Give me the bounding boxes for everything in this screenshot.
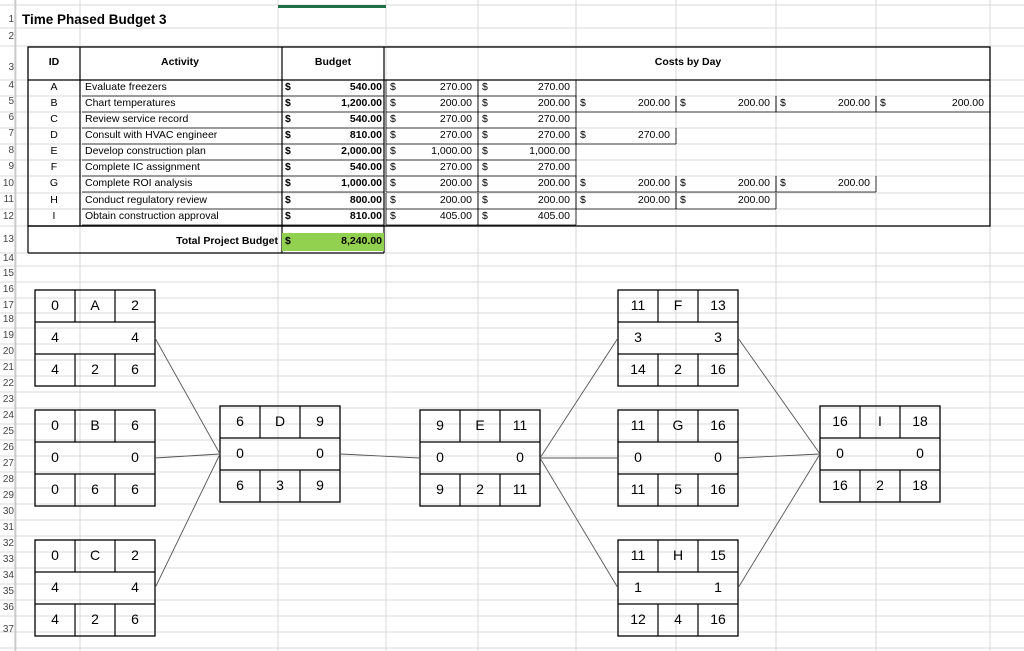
sheet-title[interactable]: Time Phased Budget 3 [22, 12, 167, 27]
row-number[interactable]: 11 [3, 194, 14, 205]
cell-day-currency: $ [580, 97, 586, 109]
node-early-finish: 9 [316, 413, 324, 429]
cell-day-cost[interactable]: 200.00 [737, 97, 770, 109]
row-number[interactable]: 19 [2, 330, 14, 341]
cell-day-cost[interactable]: 200.00 [439, 97, 472, 109]
cell-day-cost[interactable]: 200.00 [737, 194, 770, 206]
row-number[interactable]: 34 [2, 570, 14, 581]
header-id[interactable]: ID [48, 56, 60, 68]
cell-budget-currency: $ [285, 161, 291, 173]
cell-id[interactable]: G [49, 177, 59, 189]
node-late-finish: 6 [131, 361, 139, 377]
cell-activity[interactable]: Develop construction plan [85, 145, 206, 157]
cell-day-cost[interactable]: 270.00 [537, 129, 570, 141]
cell-day-currency: $ [680, 177, 686, 189]
total-currency: $ [285, 235, 291, 247]
cell-day-currency: $ [390, 161, 396, 173]
row-number[interactable]: 22 [2, 378, 14, 389]
node-activity-id: B [90, 417, 100, 433]
connector-a-d [155, 338, 220, 454]
cell-day-cost[interactable]: 200.00 [637, 97, 670, 109]
header-budget[interactable]: Budget [314, 56, 352, 68]
node-slack-left: 0 [634, 449, 642, 465]
cell-activity[interactable]: Complete ROI analysis [85, 177, 193, 189]
node-slack-right: 3 [714, 329, 722, 345]
node-early-finish: 11 [512, 417, 528, 433]
row-number[interactable]: 13 [2, 234, 14, 245]
row-number[interactable]: 9 [8, 161, 14, 172]
node-slack-right: 4 [131, 329, 139, 345]
row-number[interactable]: 23 [2, 394, 14, 405]
header-costs-by-day[interactable]: Costs by Day [654, 56, 722, 68]
node-late-finish: 18 [912, 477, 928, 493]
row-number[interactable]: 36 [2, 602, 14, 613]
node-activity-id: F [673, 297, 683, 313]
cell-budget[interactable]: 1,200.00 [341, 97, 382, 109]
node-duration: 2 [876, 477, 884, 493]
node-activity-id: C [89, 547, 101, 563]
node-early-start: 0 [51, 297, 59, 313]
node-early-finish: 6 [131, 417, 139, 433]
cell-day-cost[interactable]: 270.00 [637, 129, 670, 141]
cell-day-currency: $ [880, 97, 886, 109]
cell-day-currency: $ [780, 177, 786, 189]
node-slack-right: 1 [714, 579, 722, 595]
cell-day-cost[interactable]: 270.00 [537, 81, 570, 93]
cell-activity[interactable]: Conduct regulatory review [85, 194, 207, 206]
cell-day-cost[interactable]: 270.00 [439, 81, 472, 93]
row-number[interactable]: 32 [2, 538, 14, 549]
cell-day-cost[interactable]: 270.00 [537, 113, 570, 125]
node-late-start: 9 [436, 481, 444, 497]
node-late-start: 12 [630, 611, 646, 627]
node-late-start: 6 [236, 477, 244, 493]
node-late-start: 11 [630, 481, 646, 497]
node-slack-right: 0 [916, 445, 924, 461]
cell-day-cost[interactable]: 270.00 [439, 113, 472, 125]
cell-budget-currency: $ [285, 177, 291, 189]
cell-activity[interactable]: Complete IC assignment [85, 161, 200, 173]
cell-id[interactable]: D [50, 129, 58, 141]
cell-day-currency: $ [482, 97, 488, 109]
cell-day-currency: $ [482, 161, 488, 173]
cell-day-cost[interactable]: 200.00 [537, 194, 570, 206]
node-late-start: 0 [51, 481, 59, 497]
node-early-finish: 2 [131, 547, 139, 563]
cell-budget-currency: $ [285, 81, 291, 93]
node-late-finish: 16 [710, 361, 726, 377]
cell-day-cost[interactable]: 405.00 [537, 210, 570, 222]
node-early-finish: 15 [710, 547, 726, 563]
row-number[interactable]: 21 [2, 362, 14, 373]
row-number[interactable]: 14 [2, 253, 14, 264]
cell-budget-currency: $ [285, 194, 291, 206]
node-early-start: 11 [630, 547, 646, 563]
cell-day-cost[interactable]: 200.00 [837, 177, 870, 189]
cell-budget[interactable]: 800.00 [349, 194, 382, 206]
cell-day-currency: $ [580, 129, 586, 141]
cell-budget-currency: $ [285, 129, 291, 141]
row-number[interactable]: 24 [2, 410, 14, 421]
node-early-finish: 13 [710, 297, 726, 313]
node-slack-right: 4 [131, 579, 139, 595]
node-slack-right: 0 [714, 449, 722, 465]
cell-day-currency: $ [482, 145, 488, 157]
row-number[interactable]: 8 [8, 145, 14, 156]
cell-budget-currency: $ [285, 97, 291, 109]
node-slack-left: 4 [51, 329, 59, 345]
cell-day-currency: $ [390, 129, 396, 141]
node-early-start: 0 [51, 547, 59, 563]
cell-budget[interactable]: 810.00 [349, 129, 382, 141]
node-early-finish: 16 [710, 417, 726, 433]
row-number[interactable]: 16 [2, 284, 14, 295]
cell-id[interactable]: F [50, 161, 58, 173]
node-slack-left: 4 [51, 579, 59, 595]
row-number[interactable]: 1 [8, 14, 14, 25]
cell-day-cost[interactable]: 1,000.00 [529, 145, 570, 157]
cell-day-currency: $ [390, 145, 396, 157]
node-late-start: 4 [51, 611, 59, 627]
header-activity[interactable]: Activity [161, 56, 199, 68]
cell-day-currency: $ [680, 194, 686, 206]
node-slack-right: 0 [516, 449, 524, 465]
node-slack-left: 1 [634, 579, 642, 595]
row-number[interactable]: 25 [2, 426, 14, 437]
node-duration: 2 [674, 361, 682, 377]
node-activity-id: A [90, 297, 100, 313]
cell-day-currency: $ [390, 210, 396, 222]
node-late-start: 14 [630, 361, 646, 377]
node-early-start: 16 [832, 413, 848, 429]
row-number[interactable]: 28 [2, 474, 14, 485]
node-duration: 5 [674, 481, 682, 497]
cell-day-cost[interactable]: 270.00 [439, 161, 472, 173]
row-number[interactable]: 15 [2, 268, 14, 279]
cell-day-cost[interactable]: 270.00 [439, 129, 472, 141]
node-activity-id: I [878, 413, 882, 429]
cell-budget[interactable]: 540.00 [349, 81, 382, 93]
row-number[interactable]: 30 [2, 506, 14, 517]
cell-day-cost[interactable]: 200.00 [439, 177, 472, 189]
row-number[interactable]: 6 [8, 112, 14, 123]
cell-id[interactable]: B [50, 97, 58, 109]
cell-id[interactable]: E [50, 145, 58, 157]
cell-budget[interactable]: 1,000.00 [341, 177, 382, 189]
cell-day-cost[interactable]: 200.00 [637, 194, 670, 206]
row-number[interactable]: 26 [2, 442, 14, 453]
cell-day-cost[interactable]: 200.00 [537, 97, 570, 109]
node-slack-left: 0 [436, 449, 444, 465]
cell-day-cost[interactable]: 200.00 [837, 97, 870, 109]
node-slack-left: 3 [634, 329, 642, 345]
node-slack-right: 0 [131, 449, 139, 465]
cell-day-cost[interactable]: 200.00 [951, 97, 984, 109]
cell-id[interactable]: A [50, 81, 58, 93]
cell-day-cost[interactable]: 200.00 [637, 177, 670, 189]
row-number[interactable]: 2 [8, 31, 14, 42]
selected-column-indicator [278, 5, 386, 8]
node-late-start: 16 [832, 477, 848, 493]
cell-activity[interactable]: Review service record [85, 113, 189, 125]
node-duration: 3 [276, 477, 284, 493]
node-early-start: 11 [630, 417, 646, 433]
row-number[interactable]: 7 [8, 128, 14, 139]
cell-day-currency: $ [482, 113, 488, 125]
cell-day-currency: $ [780, 97, 786, 109]
node-duration: 2 [476, 481, 484, 497]
cell-day-currency: $ [482, 177, 488, 189]
node-slack-right: 0 [316, 445, 324, 461]
row-number[interactable]: 18 [2, 314, 14, 325]
node-slack-left: 0 [51, 449, 59, 465]
node-early-start: 6 [236, 413, 244, 429]
total-value[interactable]: 8,240.00 [341, 235, 382, 247]
row-number[interactable]: 29 [2, 490, 14, 501]
node-early-start: 9 [436, 417, 444, 433]
cell-id[interactable]: I [52, 210, 56, 222]
cell-day-currency: $ [580, 194, 586, 206]
cell-budget[interactable]: 810.00 [349, 210, 382, 222]
row-number[interactable]: 5 [8, 96, 14, 107]
cell-day-cost[interactable]: 200.00 [737, 177, 770, 189]
cell-budget[interactable]: 540.00 [349, 113, 382, 125]
node-late-finish: 6 [131, 481, 139, 497]
cell-budget-currency: $ [285, 145, 291, 157]
cell-id[interactable]: C [50, 113, 58, 125]
cell-day-currency: $ [580, 177, 586, 189]
cell-day-cost[interactable]: 200.00 [439, 194, 472, 206]
cell-day-currency: $ [390, 81, 396, 93]
node-activity-id: E [475, 417, 485, 433]
node-slack-left: 0 [236, 445, 244, 461]
row-number[interactable]: 33 [2, 554, 14, 565]
cell-budget[interactable]: 2,000.00 [341, 145, 382, 157]
node-activity-id: D [274, 413, 286, 429]
node-late-finish: 11 [512, 481, 528, 497]
node-late-finish: 16 [710, 481, 726, 497]
cell-day-cost[interactable]: 1,000.00 [431, 145, 472, 157]
cell-budget-currency: $ [285, 210, 291, 222]
node-duration: 6 [91, 481, 99, 497]
cell-day-currency: $ [482, 81, 488, 93]
node-late-finish: 9 [316, 477, 324, 493]
node-early-finish: 18 [912, 413, 928, 429]
cell-day-cost[interactable]: 200.00 [537, 177, 570, 189]
total-label[interactable]: Total Project Budget [176, 235, 278, 247]
node-late-start: 4 [51, 361, 59, 377]
node-duration: 2 [91, 361, 99, 377]
cell-activity[interactable]: Consult with HVAC engineer [85, 129, 218, 141]
row-number[interactable]: 10 [2, 178, 14, 189]
row-number[interactable]: 35 [2, 586, 14, 597]
cell-activity[interactable]: Obtain construction approval [85, 210, 219, 222]
node-activity-id: G [672, 417, 684, 433]
row-number[interactable]: 3 [8, 62, 14, 73]
node-early-start: 0 [51, 417, 59, 433]
cell-day-currency: $ [482, 210, 488, 222]
node-late-finish: 16 [710, 611, 726, 627]
row-number[interactable]: 20 [2, 346, 14, 357]
cell-day-cost[interactable]: 270.00 [537, 161, 570, 173]
row-number[interactable]: 37 [2, 624, 14, 635]
connector-f-i [738, 338, 820, 454]
row-number[interactable]: 31 [2, 522, 14, 533]
node-early-start: 11 [630, 297, 646, 313]
cell-budget-currency: $ [285, 113, 291, 125]
node-duration: 4 [674, 611, 682, 627]
node-duration: 2 [91, 611, 99, 627]
row-number[interactable]: 27 [2, 458, 14, 469]
cell-day-currency: $ [482, 194, 488, 206]
cell-day-currency: $ [390, 97, 396, 109]
cell-day-currency: $ [680, 97, 686, 109]
cell-day-currency: $ [390, 113, 396, 125]
row-number[interactable]: 17 [2, 300, 14, 311]
node-late-finish: 6 [131, 611, 139, 627]
cell-budget[interactable]: 540.00 [349, 161, 382, 173]
node-slack-left: 0 [836, 445, 844, 461]
node-early-finish: 2 [131, 297, 139, 313]
row-number[interactable]: 4 [8, 80, 14, 91]
cell-day-currency: $ [390, 194, 396, 206]
cell-day-currency: $ [390, 177, 396, 189]
node-activity-id: H [672, 547, 684, 563]
cell-activity[interactable]: Chart temperatures [85, 97, 176, 109]
row-number[interactable]: 12 [2, 211, 14, 222]
cell-activity[interactable]: Evaluate freezers [85, 81, 167, 93]
cell-day-currency: $ [482, 129, 488, 141]
cell-id[interactable]: H [50, 194, 58, 206]
cell-day-cost[interactable]: 405.00 [439, 210, 472, 222]
